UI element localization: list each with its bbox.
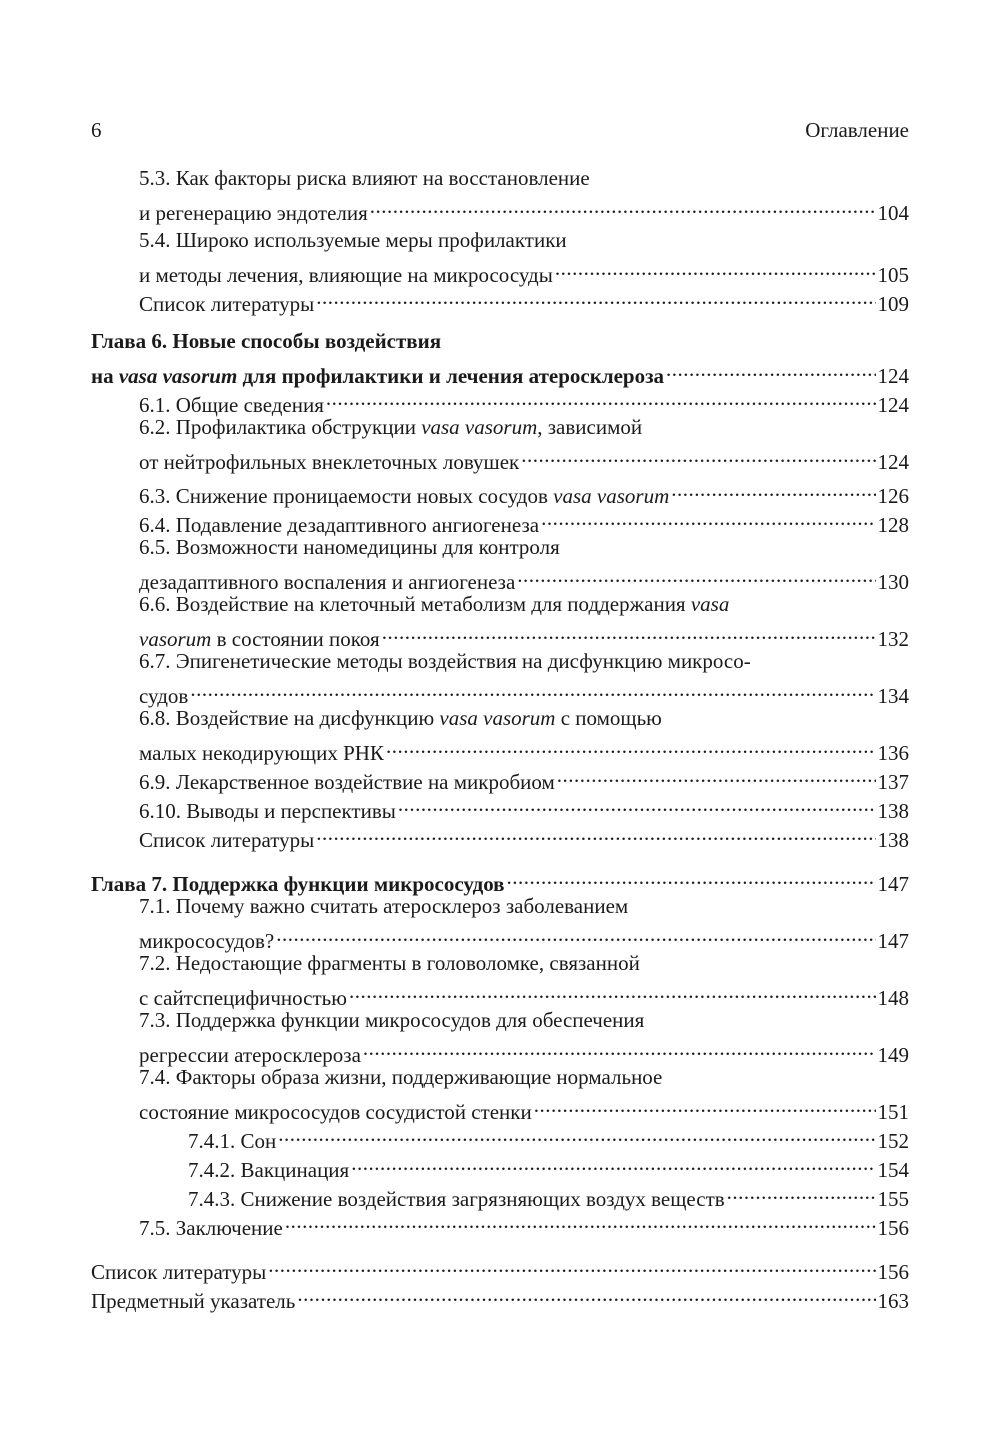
toc-page-number: 154	[877, 1158, 909, 1182]
toc-page-number: 124	[877, 450, 909, 474]
toc-entry-text: 6.1. Общие сведения	[139, 393, 324, 417]
toc-page-number: 124	[877, 364, 909, 388]
leader-dots	[363, 1034, 876, 1062]
toc-entry-text: 6.7. Эпигенетические методы воздействия на дисфункцию микросо-	[139, 649, 751, 673]
running-title: Оглавление	[805, 118, 909, 142]
toc-entry-text: 7.1. Почему важно считать атеросклероз заболеванием	[139, 894, 629, 918]
toc-chapter-6[interactable]	[91, 327, 909, 388]
toc-entry-5-4[interactable]	[91, 226, 909, 287]
leader-dots	[386, 732, 876, 760]
toc-entry-text: 6.5. Возможности наномедицины для контроля	[139, 535, 560, 559]
leader-dots	[727, 1178, 876, 1206]
leader-dots	[382, 618, 876, 646]
toc-entry-text: 7.4. Факторы образа жизни, поддерживающие нормальное	[139, 1065, 663, 1089]
toc-page-number: 151	[877, 1100, 909, 1124]
toc-entry-6-6[interactable]	[91, 590, 909, 651]
toc-entry-5-3[interactable]	[91, 164, 909, 225]
toc-page-number: 136	[877, 741, 909, 765]
toc-entry-text: 7.3. Поддержка функции микрососудов для обеспечения	[139, 1008, 645, 1032]
page-number: 6	[91, 118, 102, 142]
toc-entry-text: 7.4.1. Сон	[188, 1129, 277, 1153]
toc-entry-7-2[interactable]	[91, 949, 909, 1010]
leader-dots	[521, 441, 875, 469]
toc-entry-text: 6.9. Лекарственное воздействие на микробиом	[139, 770, 555, 794]
toc-page-number: 156	[877, 1260, 909, 1284]
toc-chapter-7[interactable]	[91, 863, 909, 896]
leader-dots	[507, 863, 876, 891]
toc-entry-text: 6.2. Профилактика обструкции vasa vasorum, зависимой	[139, 415, 643, 439]
table-of-contents	[91, 164, 909, 1313]
leader-dots	[349, 977, 876, 1005]
toc-page-number: 149	[877, 1043, 909, 1067]
toc-page-number: 132	[877, 627, 909, 651]
toc-entry-text: и методы лечения, влияющие на микрососуды	[139, 263, 553, 287]
chapter-title: Глава 7. Поддержка функции микрососудов	[91, 872, 505, 896]
toc-entry-text: малых некодирующих РНК	[139, 741, 384, 765]
toc-entry-text: 5.4. Широко используемые меры профилактики	[139, 228, 567, 252]
toc-entry-text: 5.3. Как факторы риска влияют на восстановление	[139, 166, 590, 190]
toc-entry-text: 7.2. Недостающие фрагменты в головоломке, связанной	[139, 951, 640, 975]
toc-entry-text: микрососудов?	[139, 929, 275, 953]
toc-page-number: 156	[877, 1216, 909, 1240]
leader-dots	[190, 675, 875, 703]
toc-entry-text: регрессии атеросклероза	[139, 1043, 361, 1067]
toc-entry-7-3[interactable]	[91, 1006, 909, 1067]
leader-dots	[557, 761, 876, 789]
toc-page-number: 147	[877, 872, 909, 896]
toc-entry-text: vasorum в состоянии покоя	[139, 627, 380, 651]
leader-dots	[370, 192, 876, 220]
toc-entry-text: 7.4.2. Вакцинация	[188, 1158, 350, 1182]
toc-entry-text: 6.10. Выводы и перспективы	[139, 799, 396, 823]
toc-page-number: 137	[877, 770, 909, 794]
toc-page-number: 148	[877, 986, 909, 1010]
leader-dots	[351, 1149, 875, 1177]
toc-entry-text: 6.8. Воздействие на дисфункцию vasa vasorum с помощью	[139, 706, 662, 730]
leader-dots	[398, 790, 876, 818]
toc-page-number: 138	[877, 799, 909, 823]
toc-entry-text: 6.6. Воздействие на клеточный метаболизм для поддержания vasa	[139, 592, 730, 616]
toc-page-number: 130	[877, 570, 909, 594]
toc-entry-text: и регенерацию эндотелия	[139, 201, 368, 225]
toc-entry-text: состояние микрососудов сосудистой стенки	[139, 1100, 532, 1124]
leader-dots	[278, 1120, 875, 1148]
toc-entry-text: судов	[139, 684, 189, 708]
toc-page-number: 147	[877, 929, 909, 953]
leader-dots	[534, 1091, 876, 1119]
toc-page-number: 134	[877, 684, 909, 708]
toc-page-number: 126	[877, 484, 909, 508]
toc-page-number: 109	[877, 292, 909, 316]
toc-entry-6-5[interactable]	[91, 533, 909, 594]
toc-entry-text: Список литературы	[91, 1260, 267, 1284]
leader-dots	[517, 561, 875, 589]
toc-entry-text: 7.5. Заключение	[139, 1216, 283, 1240]
toc-page-number: 163	[877, 1289, 909, 1313]
toc-entry-text: Список литературы	[139, 828, 315, 852]
toc-page-number: 105	[877, 263, 909, 287]
toc-entry-6-2[interactable]	[91, 413, 909, 474]
toc-entry-text: 6.4. Подавление дезадаптивного ангиогенеза	[139, 513, 540, 537]
leader-dots	[671, 475, 875, 503]
toc-page-number: 155	[877, 1187, 909, 1211]
chapter-title: Глава 6. Новые способы воздействия	[91, 329, 442, 353]
toc-entry-text: дезадаптивного воспаления и ангиогенеза	[139, 570, 516, 594]
toc-page-number: 104	[877, 201, 909, 225]
toc-entry-text: 7.4.3. Снижение воздействия загрязняющих воздух веществ	[188, 1187, 725, 1211]
leader-dots	[666, 355, 875, 383]
leader-dots	[297, 1280, 875, 1308]
leader-dots	[541, 504, 875, 532]
toc-entry-7-1[interactable]	[91, 892, 909, 953]
toc-page-number: 138	[877, 828, 909, 852]
leader-dots	[316, 819, 875, 847]
toc-entry-text: Список литературы	[139, 292, 315, 316]
toc-references[interactable]	[91, 1251, 909, 1284]
toc-entry-7-4[interactable]	[91, 1063, 909, 1124]
leader-dots	[316, 283, 875, 311]
toc-entry-6-7[interactable]	[91, 647, 909, 708]
toc-entry-text: 6.3. Снижение проницаемости новых сосудов vasa vasorum	[139, 484, 670, 508]
leader-dots	[276, 920, 875, 948]
toc-entry-text: с сайтспецифичностью	[139, 986, 347, 1010]
leader-dots	[285, 1207, 876, 1235]
toc-entry-6-3[interactable]	[91, 475, 909, 508]
leader-dots	[268, 1251, 875, 1279]
chapter-title: на vasa vasorum для профилактики и лечения атеросклероза	[91, 364, 665, 388]
toc-page-number: 128	[877, 513, 909, 537]
leader-dots	[326, 384, 876, 412]
toc-entry-text: Предметный указатель	[91, 1289, 296, 1313]
toc-page-number: 152	[877, 1129, 909, 1153]
toc-entry-text: от нейтрофильных внеклеточных ловушек	[139, 450, 520, 474]
leader-dots	[555, 254, 876, 282]
toc-page-number: 124	[877, 393, 909, 417]
toc-entry-6-8[interactable]	[91, 704, 909, 765]
